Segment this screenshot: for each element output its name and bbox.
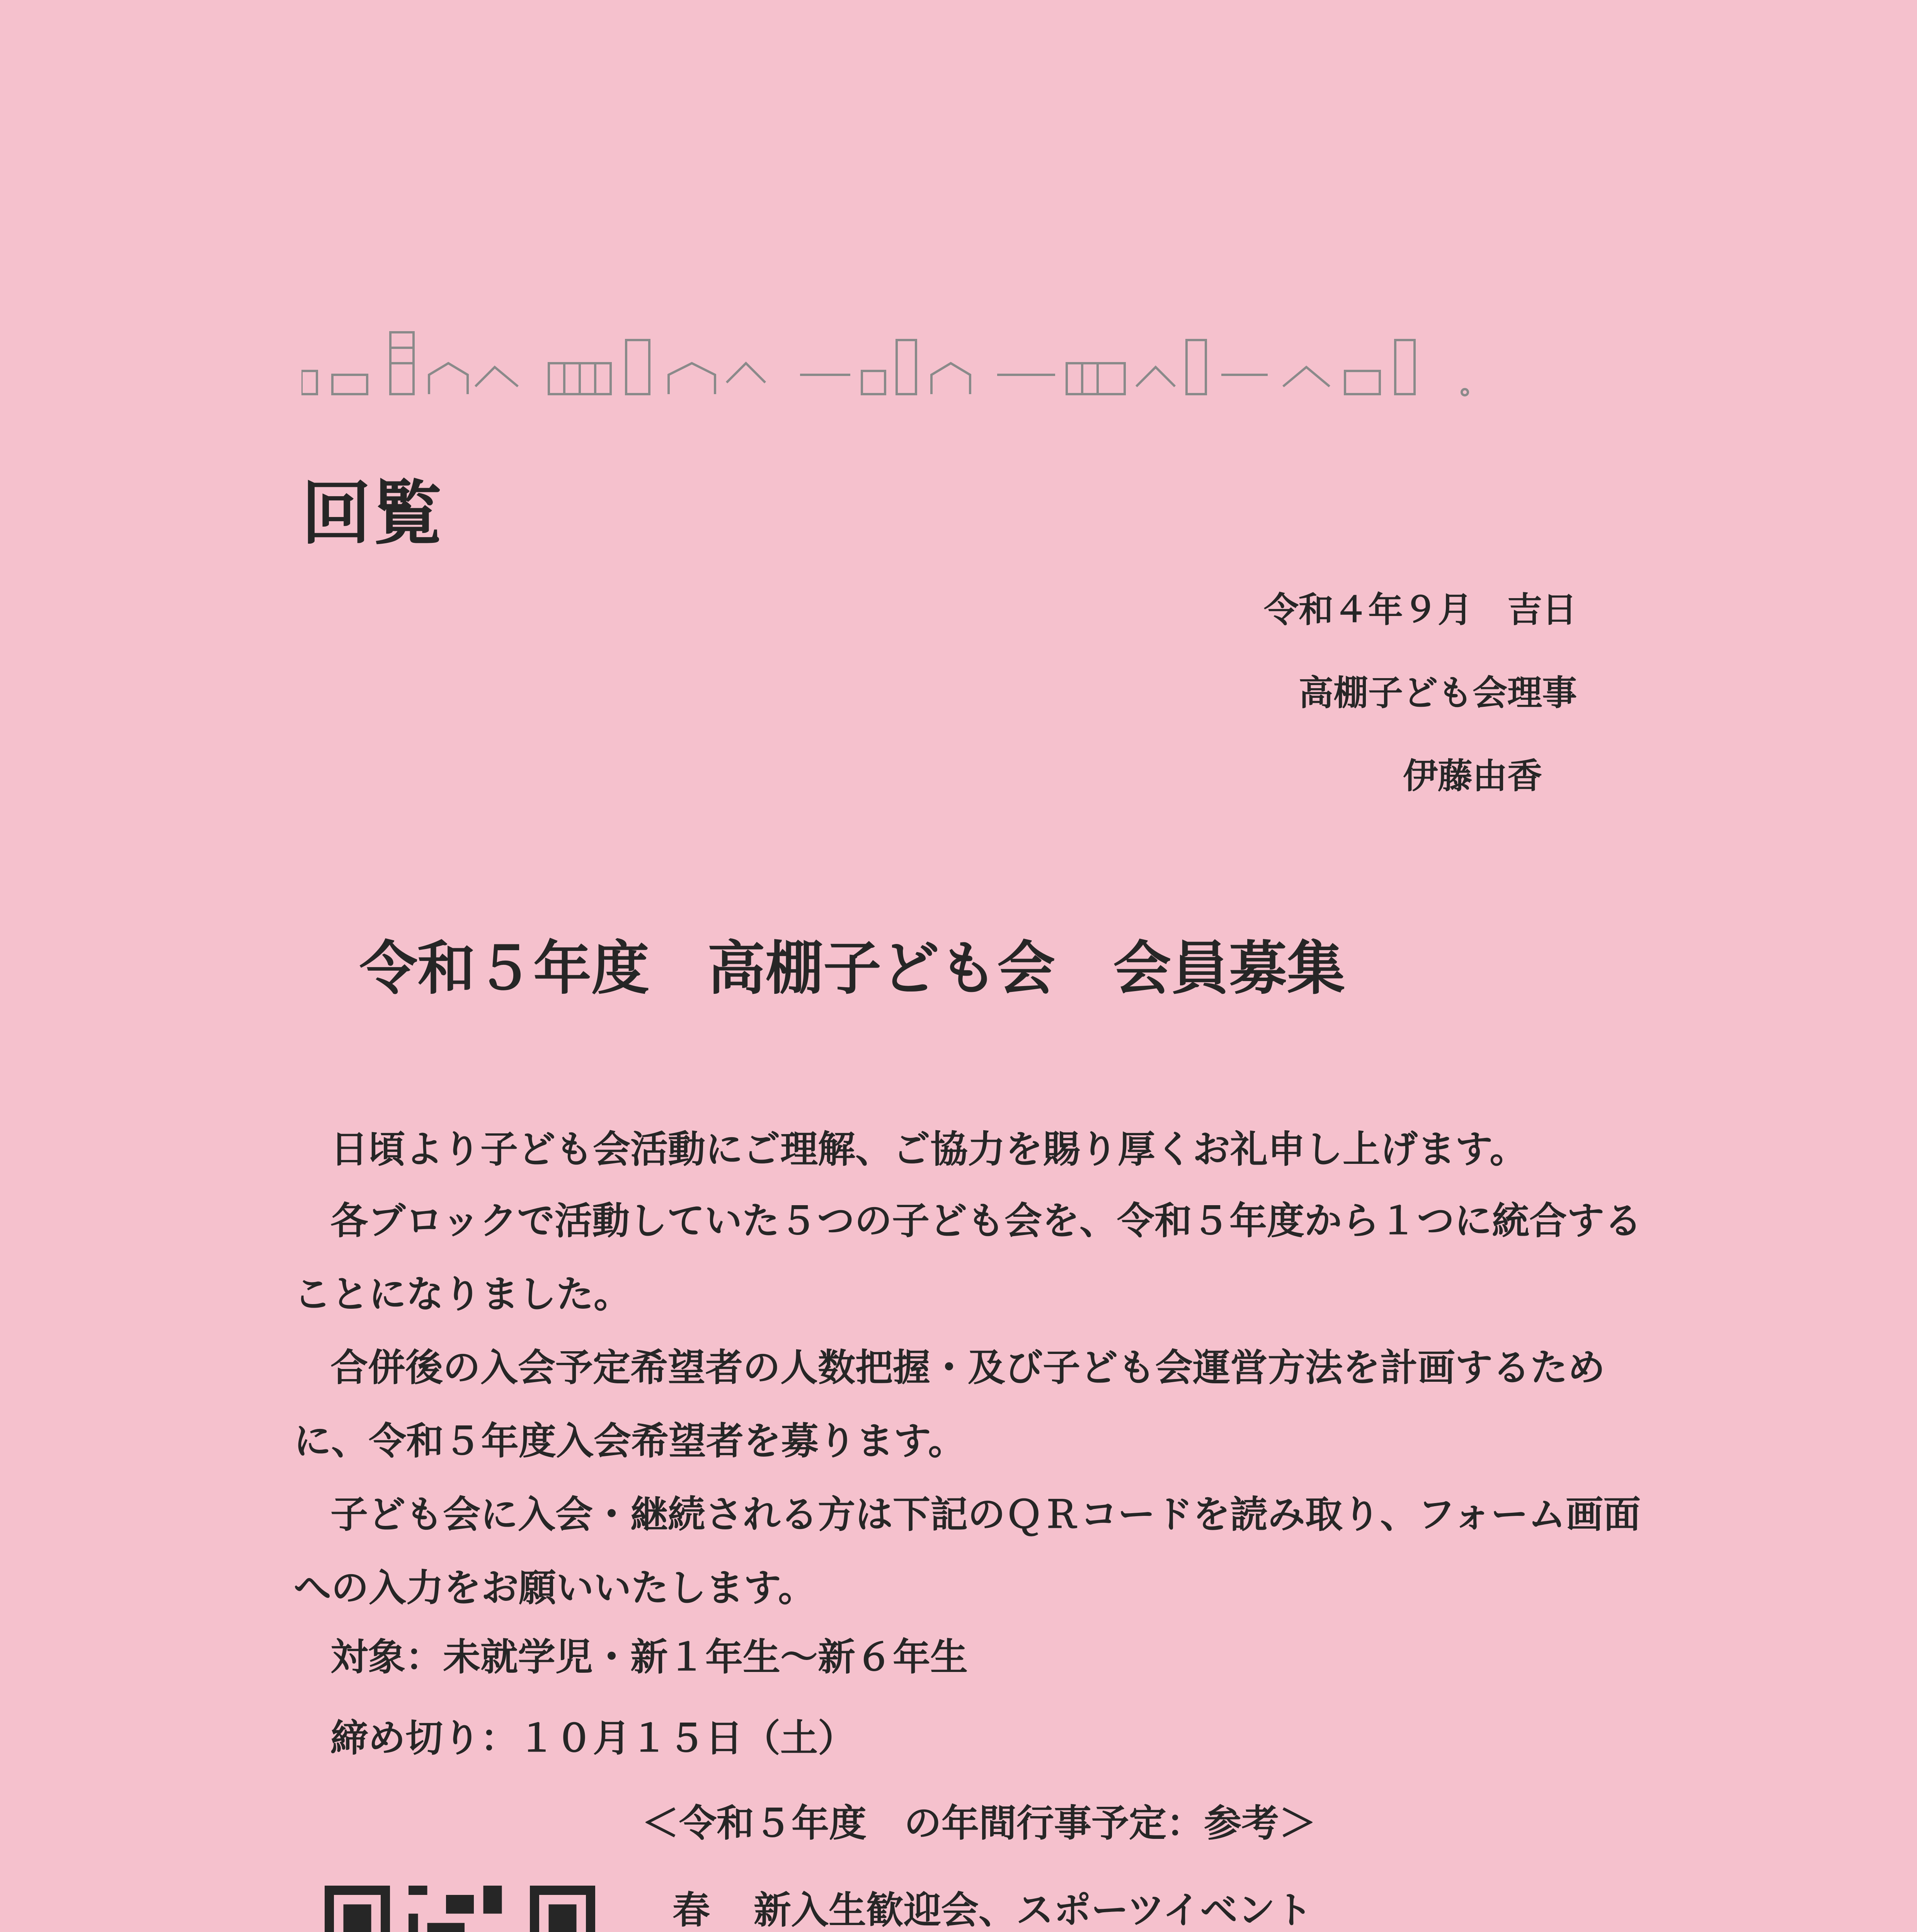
paragraph-text: 日頃より子ども会活動にご理解、ご協力を賜り厚くお礼申し上げます。 xyxy=(330,1128,1527,1171)
issuer-organization: 高棚子ども会理事 xyxy=(1299,673,1577,713)
schedule-heading: ＜令和５年度 の年間行事予定：参考＞ xyxy=(642,1801,1316,1845)
eligibility-line: 対象：未就学児・新１年生～新６年生 xyxy=(330,1635,968,1679)
body-paragraph-recruitment xyxy=(294,1331,1654,1478)
body-paragraph-instructions xyxy=(294,1478,1654,1625)
paragraph-text: 合併後の入会予定希望者の人数把握・及び子ども会運営方法を計画するために、令和５年度入会希望者を募ります。 xyxy=(294,1346,1605,1463)
skyline-buildings xyxy=(301,332,1468,395)
event-item-spring xyxy=(672,1880,1391,1932)
event-list xyxy=(672,1880,1391,1932)
skyline-illustration xyxy=(301,317,1654,402)
page-title: 令和５年度 高棚子ども会 会員募集 xyxy=(359,935,1345,1002)
circular-label: 回覧 xyxy=(301,473,444,554)
event-text: 新入生歓迎会、スポーツイベント xyxy=(754,1888,1313,1932)
issue-date: 令和４年９月 吉日 xyxy=(1264,590,1577,630)
paragraph-text: 子ども会に入会・継続される方は下記のＱＲコードを読み取り、フォーム画面への入力をお願いいたします。 xyxy=(294,1493,1641,1610)
issuer-name: 伊藤由香 xyxy=(1403,756,1542,796)
body-paragraph-merger xyxy=(294,1184,1654,1331)
body-paragraph-greeting xyxy=(294,1113,1654,1186)
qr-code-icon[interactable] xyxy=(325,1886,595,1932)
deadline-line: 締め切り：１０月１５日（土） xyxy=(330,1716,855,1760)
paragraph-text: 各ブロックで活動していた５つの子ども会を、令和５年度から１つに統合することになりました。 xyxy=(294,1199,1642,1316)
season-label: 春 xyxy=(672,1888,710,1932)
